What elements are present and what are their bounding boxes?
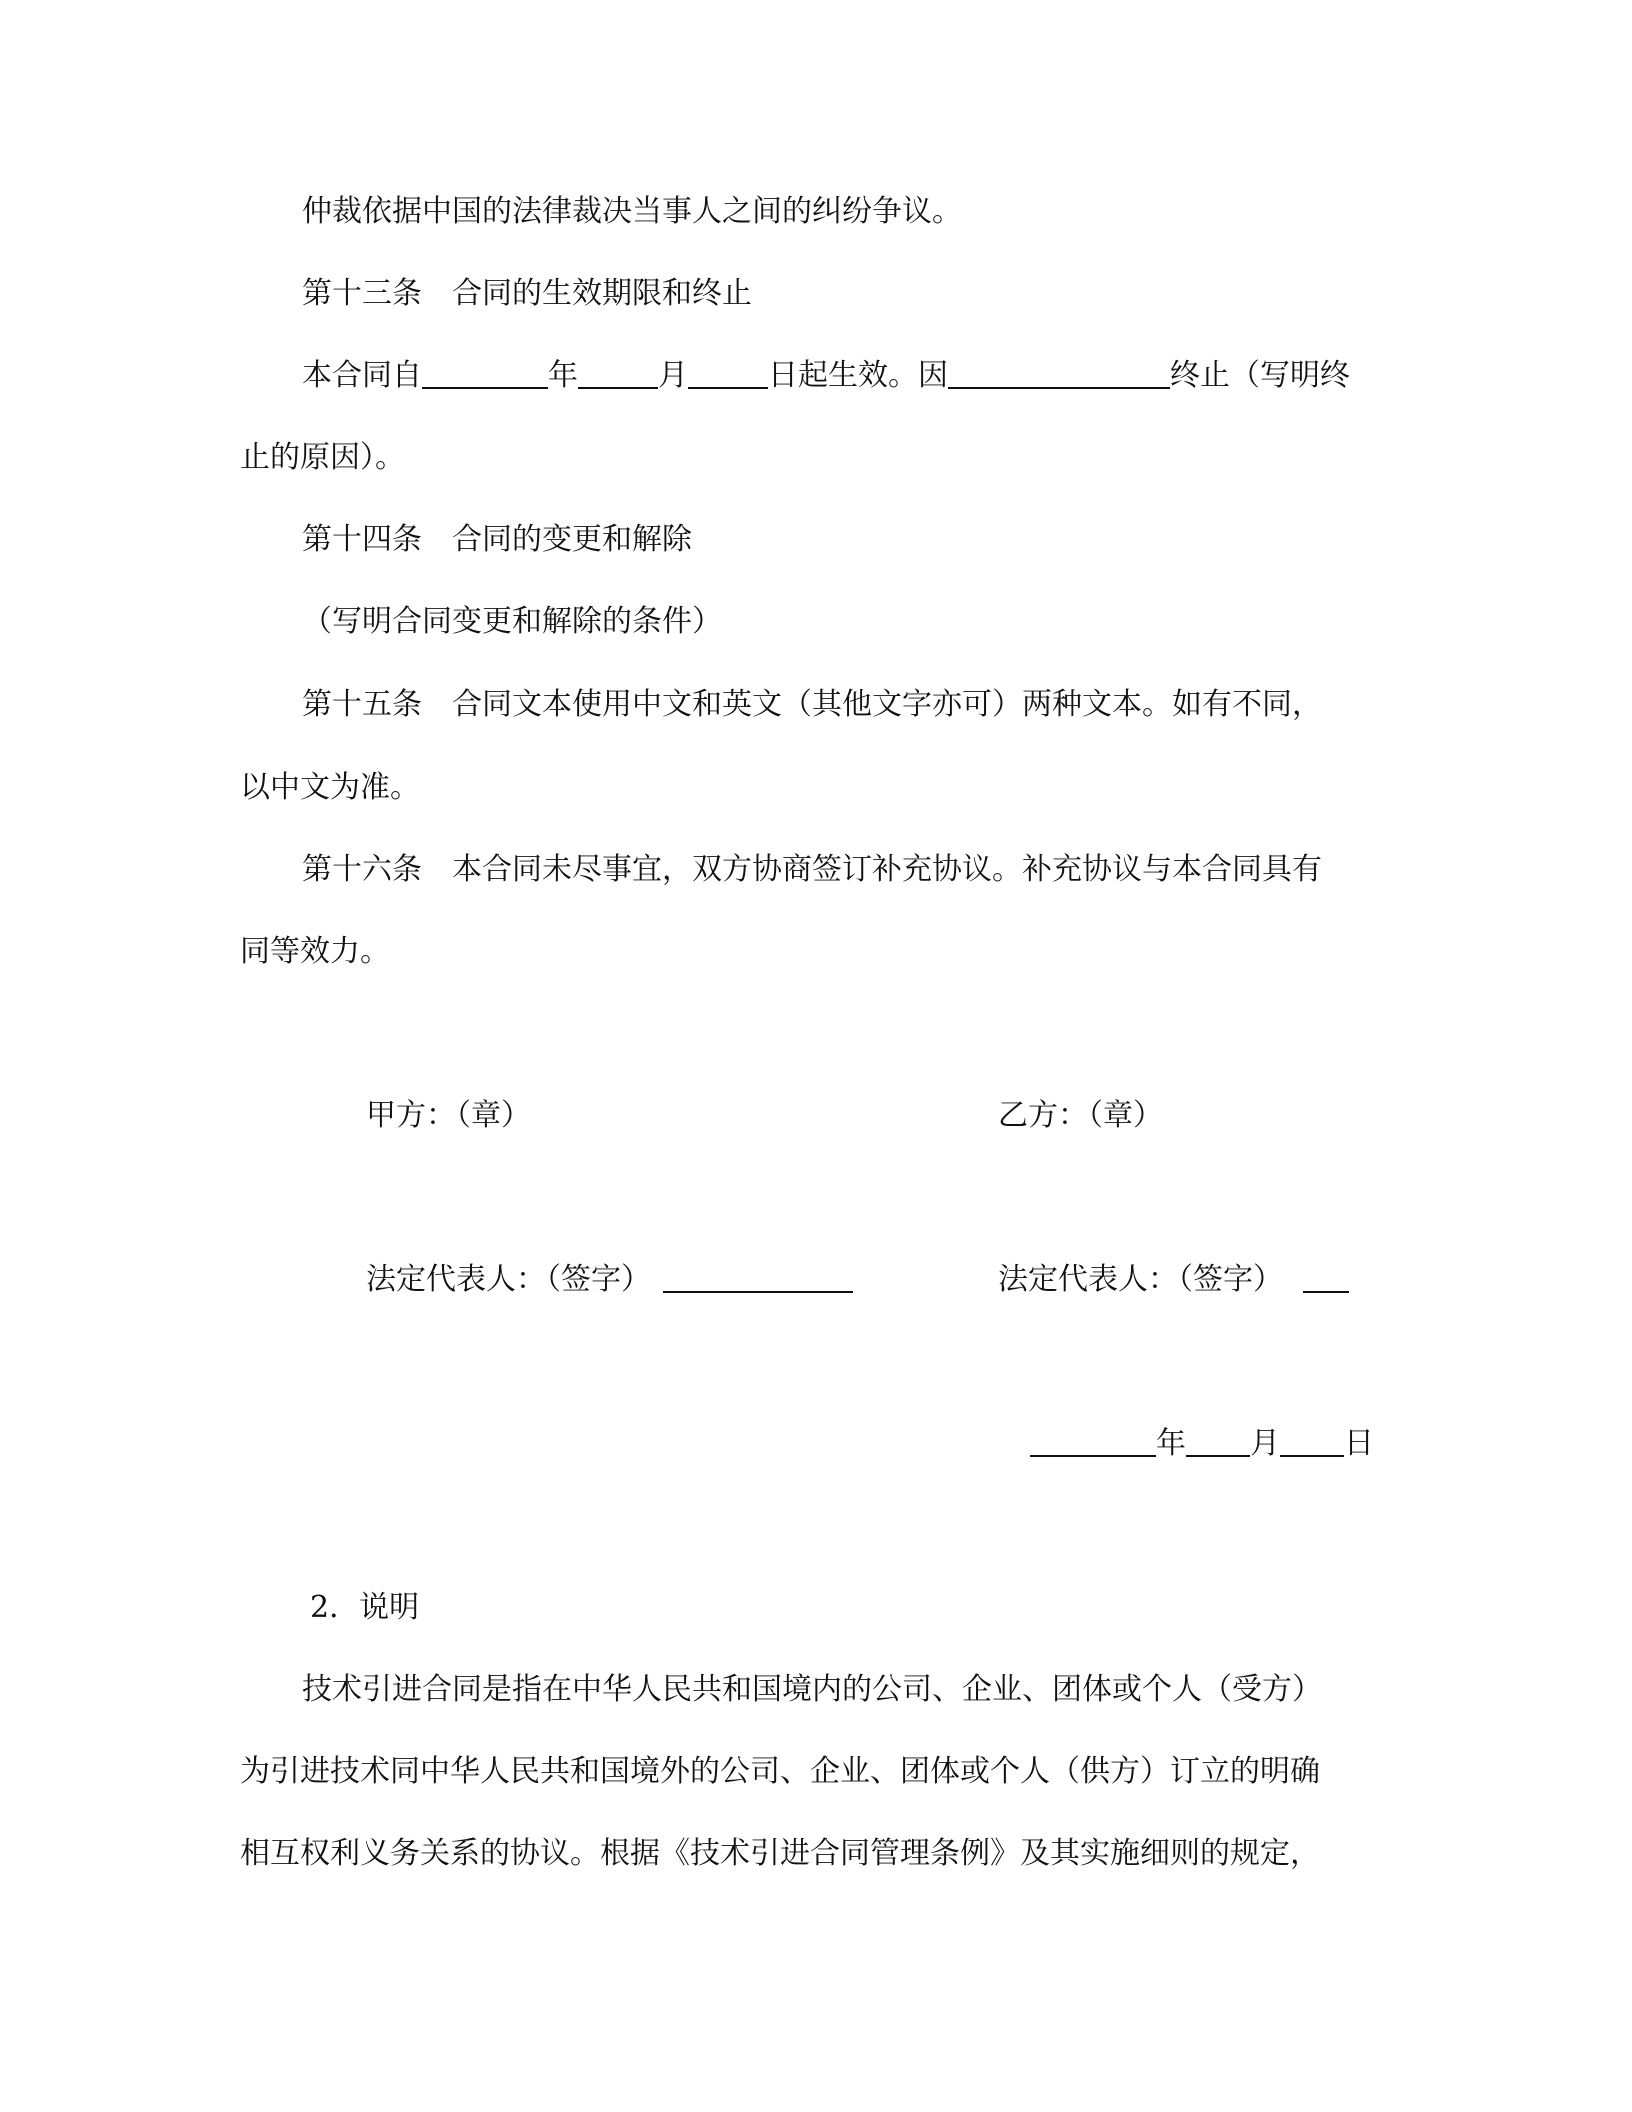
legal-rep-b-signature-blank[interactable]	[1303, 1263, 1349, 1293]
article-13-text	[302, 356, 1350, 396]
article-15-number: 第十五条	[302, 687, 422, 722]
article-14-title: 合同的变更和解除	[452, 522, 692, 557]
month-blank[interactable]	[578, 359, 658, 389]
signing-month-blank[interactable]	[1186, 1427, 1250, 1457]
article-16-body: 本合同未尽事宜，双方协商签订补充协议。补充协议与本合同具有	[452, 852, 1322, 887]
signing-year-blank[interactable]	[1030, 1427, 1156, 1457]
article-14-number: 第十四条	[302, 522, 422, 557]
section-2-heading: 2．说明	[310, 1590, 420, 1625]
terminate-label: 终止（写明终	[1170, 358, 1350, 393]
arbitration-line: 仲裁依据中国的法律裁决当事人之间的纠纷争议。	[302, 194, 962, 229]
party-b-legal-rep	[998, 1260, 1349, 1300]
article-16-continuation: 同等效力。	[240, 934, 390, 969]
section-2-paragraph-line-3: 相互权利义务关系的协议。根据《技术引进合同管理条例》及其实施细则的规定，	[240, 1836, 1320, 1871]
article-15-continuation: 以中文为准。	[240, 770, 420, 805]
party-a-seal: 甲方：（章）	[366, 1098, 531, 1133]
party-a-legal-rep	[366, 1260, 853, 1300]
signing-date	[1030, 1424, 1374, 1464]
article-16-number: 第十六条	[302, 852, 422, 887]
article-13-number: 第十三条	[302, 276, 422, 311]
section-2-paragraph-line-1: 技术引进合同是指在中华人民共和国境内的公司、企业、团体或个人（受方）	[302, 1672, 1322, 1707]
article-13-title: 合同的生效期限和终止	[452, 276, 752, 311]
day-effective-label: 日起生效。因	[768, 358, 948, 393]
signing-year-label: 年	[1156, 1426, 1186, 1461]
signing-day-blank[interactable]	[1280, 1427, 1344, 1457]
year-label: 年	[548, 358, 578, 393]
signing-day-label: 日	[1344, 1426, 1374, 1461]
section-2-paragraph-line-2: 为引进技术同中华人民共和国境外的公司、企业、团体或个人（供方）订立的明确	[240, 1754, 1320, 1789]
article-14-note: （写明合同变更和解除的条件）	[302, 604, 722, 639]
legal-rep-b-label: 法定代表人：（签字）	[998, 1262, 1283, 1297]
article-15-body: 合同文本使用中文和英文（其他文字亦可）两种文本。如有不同，	[452, 687, 1322, 722]
effective-from-label: 本合同自	[302, 358, 422, 393]
signing-month-label: 月	[1250, 1426, 1280, 1461]
day-blank[interactable]	[688, 359, 768, 389]
year-blank[interactable]	[422, 359, 548, 389]
legal-rep-a-signature-blank[interactable]	[663, 1263, 853, 1293]
legal-rep-a-label: 法定代表人：（签字）	[366, 1262, 651, 1297]
article-16-text	[302, 850, 1322, 890]
article-13-heading	[302, 274, 752, 314]
party-b-seal: 乙方：（章）	[998, 1098, 1163, 1133]
month-label: 月	[658, 358, 688, 393]
article-15-text	[302, 685, 1322, 725]
termination-reason-blank[interactable]	[948, 359, 1170, 389]
article-13-continuation: 止的原因）。	[240, 440, 405, 475]
article-14-heading	[302, 520, 692, 560]
